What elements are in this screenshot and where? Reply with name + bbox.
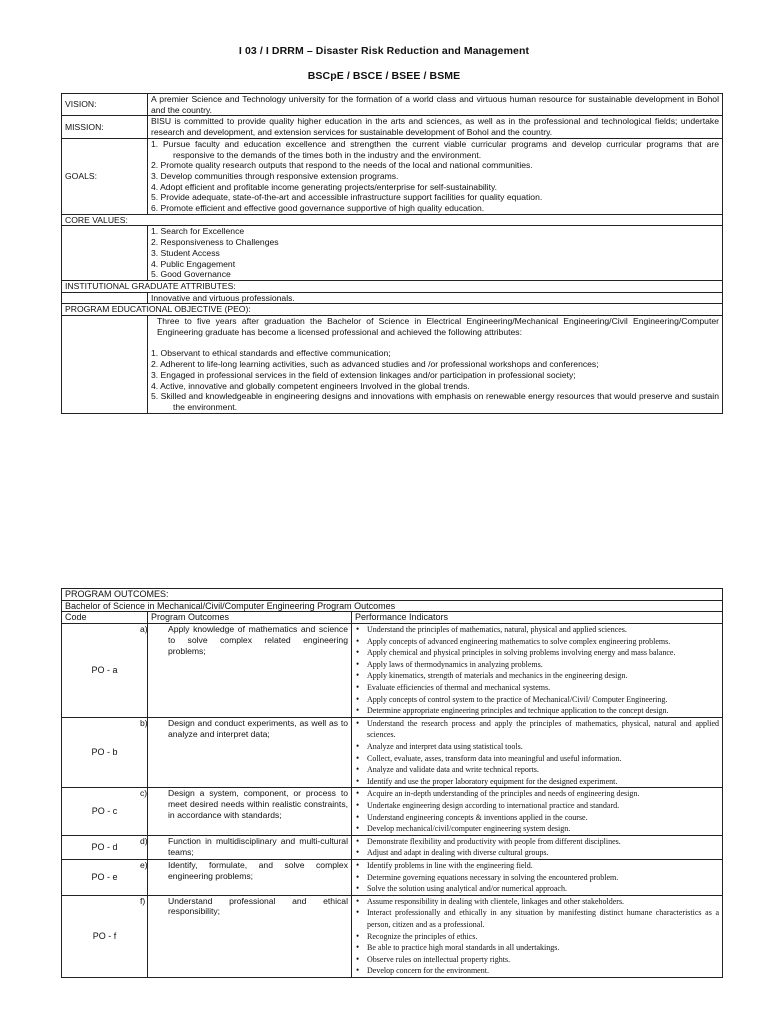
po-indicator-item: • Adjust and adapt in dealing with diverse cultural groups. bbox=[355, 847, 719, 859]
goal-item: 4. Adopt efficient and profitable income generating projects/enterprise for self-sustainability. bbox=[151, 181, 498, 192]
po-code: PO - e bbox=[62, 859, 148, 895]
peo-item: 1. Observant to ethical standards and effective communication; bbox=[151, 348, 391, 359]
po-indicator-item: • Interact professionally and ethically in any situation by manifesting distinct humane characteristics as a person, citizen and as a professional. bbox=[355, 907, 719, 930]
po-indicator-item: • Demonstrate flexibility and productivity with people from different disciplines. bbox=[355, 836, 719, 848]
po-indicators-cell bbox=[352, 859, 723, 895]
po-indicator-list bbox=[355, 624, 719, 717]
po-outcome-letter: d) bbox=[140, 835, 148, 846]
po-indicator-item: • Identify and use the proper laboratory equipment for the designed experiment. bbox=[355, 776, 719, 788]
po-outcome-item bbox=[140, 835, 348, 857]
po-outcome-cell bbox=[140, 859, 352, 895]
po-indicator-item: • Observe rules on intellectual property rights. bbox=[355, 954, 719, 966]
po-outcome-cell bbox=[140, 835, 352, 859]
institution-table bbox=[61, 93, 723, 414]
goal-item: 2. Promote quality research outputs that respond to the needs of the local and national communities. bbox=[151, 160, 533, 171]
po-indicator-item: • Solve the solution using analytical and/or numerical approach. bbox=[355, 883, 719, 895]
po-indicator-item: • Apply laws of thermodynamics in analyzing problems. bbox=[355, 659, 719, 671]
po-indicator-item: • Be able to practice high moral standards in all undertakings. bbox=[355, 942, 719, 954]
column-header-code: Code bbox=[62, 612, 148, 624]
po-row bbox=[62, 717, 723, 788]
po-indicators-cell bbox=[352, 624, 723, 718]
po-code: PO - a bbox=[62, 624, 148, 718]
po-outcome-item bbox=[140, 717, 348, 739]
core-values-cell bbox=[148, 226, 723, 281]
vision-text: A premier Science and Technology university for the formation of a world class and virtuous human resource for sustainable development in Bohol and the country. bbox=[148, 94, 723, 116]
po-indicator-item: • Develop concern for the environment. bbox=[355, 965, 719, 977]
po-code: PO - c bbox=[62, 788, 148, 835]
peo-empty-cell bbox=[62, 316, 148, 414]
po-rows bbox=[62, 624, 723, 978]
core-value-item: 5. Good Governance bbox=[151, 269, 231, 280]
vision-row bbox=[62, 94, 723, 116]
po-outcome-text: Function in multidisciplinary and multi-cultural teams; bbox=[168, 835, 348, 857]
po-outcome-list bbox=[140, 895, 348, 917]
po-indicator-item: • Evaluate efficiencies of thermal and mechanical systems. bbox=[355, 682, 719, 694]
po-column-header-row bbox=[62, 612, 723, 624]
po-outcome-text: Understand professional and ethical responsibility; bbox=[168, 895, 348, 917]
peo-label: PROGRAM EDUCATIONAL OBJECTIVE (PEO): bbox=[62, 304, 723, 316]
core-value-item: 1. Search for Excellence bbox=[151, 226, 245, 237]
po-outcome-cell bbox=[140, 788, 352, 835]
peo-item: 2. Adherent to life-long learning activities, such as advanced studies and /or professional workshops and conferences; bbox=[151, 359, 599, 370]
core-value-item: 4. Public Engagement bbox=[151, 258, 236, 269]
po-outcome-cell bbox=[140, 717, 352, 788]
core-values-label: CORE VALUES: bbox=[62, 214, 723, 226]
column-header-indicators: Performance Indicators bbox=[352, 612, 723, 624]
po-outcome-item bbox=[140, 895, 348, 917]
vision-label: VISION: bbox=[62, 94, 148, 116]
po-indicator-item: • Analyze and interpret data using statistical tools. bbox=[355, 741, 719, 753]
po-indicator-list bbox=[355, 718, 719, 788]
po-indicator-item: • Collect, evaluate, asses, transform data into meaningful and useful information. bbox=[355, 753, 719, 765]
core-value-item: 3. Student Access bbox=[151, 247, 220, 258]
goals-list bbox=[151, 139, 719, 214]
po-code: PO - b bbox=[62, 717, 148, 788]
po-program-row bbox=[62, 600, 723, 612]
po-outcome-text: Design a system, component, or process to meet desired needs within realistic constraints, in accordance with standards; bbox=[168, 788, 348, 820]
peo-header-row bbox=[62, 304, 723, 316]
po-section-label: PROGRAM OUTCOMES: bbox=[62, 589, 723, 601]
document-title: I 03 / I DRRM – Disaster Risk Reduction and Management bbox=[238, 45, 530, 57]
po-indicator-item: • Apply kinematics, strength of materials and mechanics in the engineering design. bbox=[355, 670, 719, 682]
po-indicator-item: • Undertake engineering design according to international practice and standard. bbox=[355, 800, 719, 812]
core-values-list bbox=[151, 226, 719, 280]
iga-text: Innovative and virtuous professionals. bbox=[148, 292, 723, 304]
peo-item: 3. Engaged in professional services in the field of extension linkages and/or participation in professional society; bbox=[151, 369, 576, 380]
po-outcome-list bbox=[140, 624, 348, 656]
po-indicator-item: • Develop mechanical/civil/computer engineering system design. bbox=[355, 823, 719, 835]
po-row bbox=[62, 895, 723, 977]
po-row bbox=[62, 788, 723, 835]
po-indicator-item: • Apply concepts of control system to the practice of Mechanical/Civil/ Computer Engineering. bbox=[355, 694, 719, 706]
po-outcome-list bbox=[140, 859, 348, 881]
po-indicators-cell bbox=[352, 788, 723, 835]
po-indicators-cell bbox=[352, 717, 723, 788]
po-outcome-cell bbox=[140, 895, 352, 977]
po-indicators-cell bbox=[352, 835, 723, 859]
po-indicator-item: • Understand engineering concepts & inventions applied in the course. bbox=[355, 812, 719, 824]
peo-item: 4. Active, innovative and globally competent engineers Involved in the global trends. bbox=[151, 380, 470, 391]
iga-empty-cell bbox=[62, 292, 148, 304]
po-outcome-letter: a) bbox=[140, 624, 148, 635]
po-indicator-list bbox=[355, 860, 719, 895]
core-values-empty-cell bbox=[62, 226, 148, 281]
goals-row bbox=[62, 138, 723, 214]
po-indicator-item: • Apply chemical and physical principles in solving problems involving energy and mass balance. bbox=[355, 647, 719, 659]
po-section-row bbox=[62, 589, 723, 601]
goal-item: 6. Promote efficient and effective good governance supportive of high quality education. bbox=[151, 203, 485, 214]
goal-item: 5. Provide adequate, state-of-the-art and accessible infrastructure support facilities for quality equation. bbox=[151, 192, 543, 203]
column-header-outcomes: Program Outcomes bbox=[148, 612, 352, 624]
po-indicator-item: • Recognize the principles of ethics. bbox=[355, 931, 719, 943]
program-codes: BSCpE / BSCE / BSEE / BSME bbox=[307, 70, 461, 82]
po-outcome-list bbox=[140, 788, 348, 820]
goals-cell bbox=[148, 138, 723, 214]
po-indicator-item: • Determine appropriate engineering principles and technique application to the concept design. bbox=[355, 705, 719, 717]
po-outcome-text: Design and conduct experiments, as well as to analyze and interpret data; bbox=[168, 717, 348, 739]
po-indicator-item: • Assume responsibility in dealing with clientele, linkages and other stakeholders. bbox=[355, 896, 719, 908]
po-code: PO - f bbox=[62, 895, 148, 977]
peo-item: 5. Skilled and knowledgeable in engineering designs and innovations with emphasis on renewable energy resources that would preserve and sustain the environment. bbox=[151, 391, 719, 412]
po-indicator-item: • Understand the principles of mathematics, natural, physical and applied sciences. bbox=[355, 624, 719, 636]
core-value-item: 2. Responsiveness to Challenges bbox=[151, 237, 279, 248]
iga-header-row bbox=[62, 280, 723, 292]
po-row bbox=[62, 624, 723, 718]
iga-row bbox=[62, 292, 723, 304]
mission-label: MISSION: bbox=[62, 116, 148, 138]
core-values-row bbox=[62, 226, 723, 281]
po-indicator-item: • Determine governing equations necessary in solving the encountered problem. bbox=[355, 872, 719, 884]
po-indicator-list bbox=[355, 836, 719, 859]
mission-text: BISU is committed to provide quality higher education in the arts and sciences, as well as in the professional and technological fields; undertake research and development, and extension services for sustainable development of Bohol and the country. bbox=[148, 116, 723, 138]
program-outcomes-table bbox=[61, 588, 723, 978]
peo-row bbox=[62, 316, 723, 414]
po-indicator-item: • Analyze and validate data and write technical reports. bbox=[355, 764, 719, 776]
po-outcome-cell bbox=[140, 624, 352, 718]
po-code: PO - d bbox=[62, 835, 148, 859]
po-indicator-item: • Identify problems in line with the engineering field. bbox=[355, 860, 719, 872]
po-indicator-item: • Understand the research process and apply the principles of mathematics, physical, natural and applied sciences. bbox=[355, 718, 719, 741]
po-outcome-letter: c) bbox=[140, 788, 148, 799]
po-outcome-text: Apply knowledge of mathematics and science to solve complex related engineering problems; bbox=[168, 624, 348, 656]
po-outcome-item bbox=[140, 624, 348, 656]
po-indicator-item: • Apply concepts of advanced engineering mathematics to solve complex engineering problems. bbox=[355, 636, 719, 648]
po-indicator-list bbox=[355, 896, 719, 977]
peo-intro: Three to five years after graduation the Bachelor of Science in Electrical Engineering/Mechanical Engineering/Civil Engineering/Computer Engineering graduate has become a licensed professional and achieved the following attributes: bbox=[157, 316, 719, 337]
po-indicator-item: • Acquire an in-depth understanding of the principles and needs of engineering design. bbox=[355, 788, 719, 800]
po-outcome-letter: b) bbox=[140, 717, 148, 728]
mission-row bbox=[62, 116, 723, 138]
goals-label: GOALS: bbox=[62, 138, 148, 214]
po-outcome-list bbox=[140, 835, 348, 857]
peo-list bbox=[151, 348, 719, 412]
po-row bbox=[62, 859, 723, 895]
goal-item: 1. Pursue faculty and education excellence and strengthen the current viable curricular programs and develop curricular programs that are responsive to the demands of the times both in the industry and the environment. bbox=[151, 138, 719, 160]
iga-label: INSTITUTIONAL GRADUATE ATTRIBUTES: bbox=[62, 280, 723, 292]
po-outcome-letter: e) bbox=[140, 859, 148, 870]
po-indicators-cell bbox=[352, 895, 723, 977]
po-outcome-letter: f) bbox=[140, 895, 146, 906]
po-outcome-list bbox=[140, 717, 348, 739]
po-indicator-list bbox=[355, 788, 719, 834]
po-program-title: Bachelor of Science in Mechanical/Civil/Computer Engineering Program Outcomes bbox=[62, 600, 723, 612]
core-values-header-row bbox=[62, 214, 723, 226]
goal-item: 3. Develop communities through responsive extension programs. bbox=[151, 170, 399, 181]
po-outcome-item bbox=[140, 788, 348, 820]
po-outcome-text: Identify, formulate, and solve complex engineering problems; bbox=[168, 859, 348, 881]
po-outcome-item bbox=[140, 859, 348, 881]
peo-cell bbox=[148, 316, 723, 414]
po-row bbox=[62, 835, 723, 859]
